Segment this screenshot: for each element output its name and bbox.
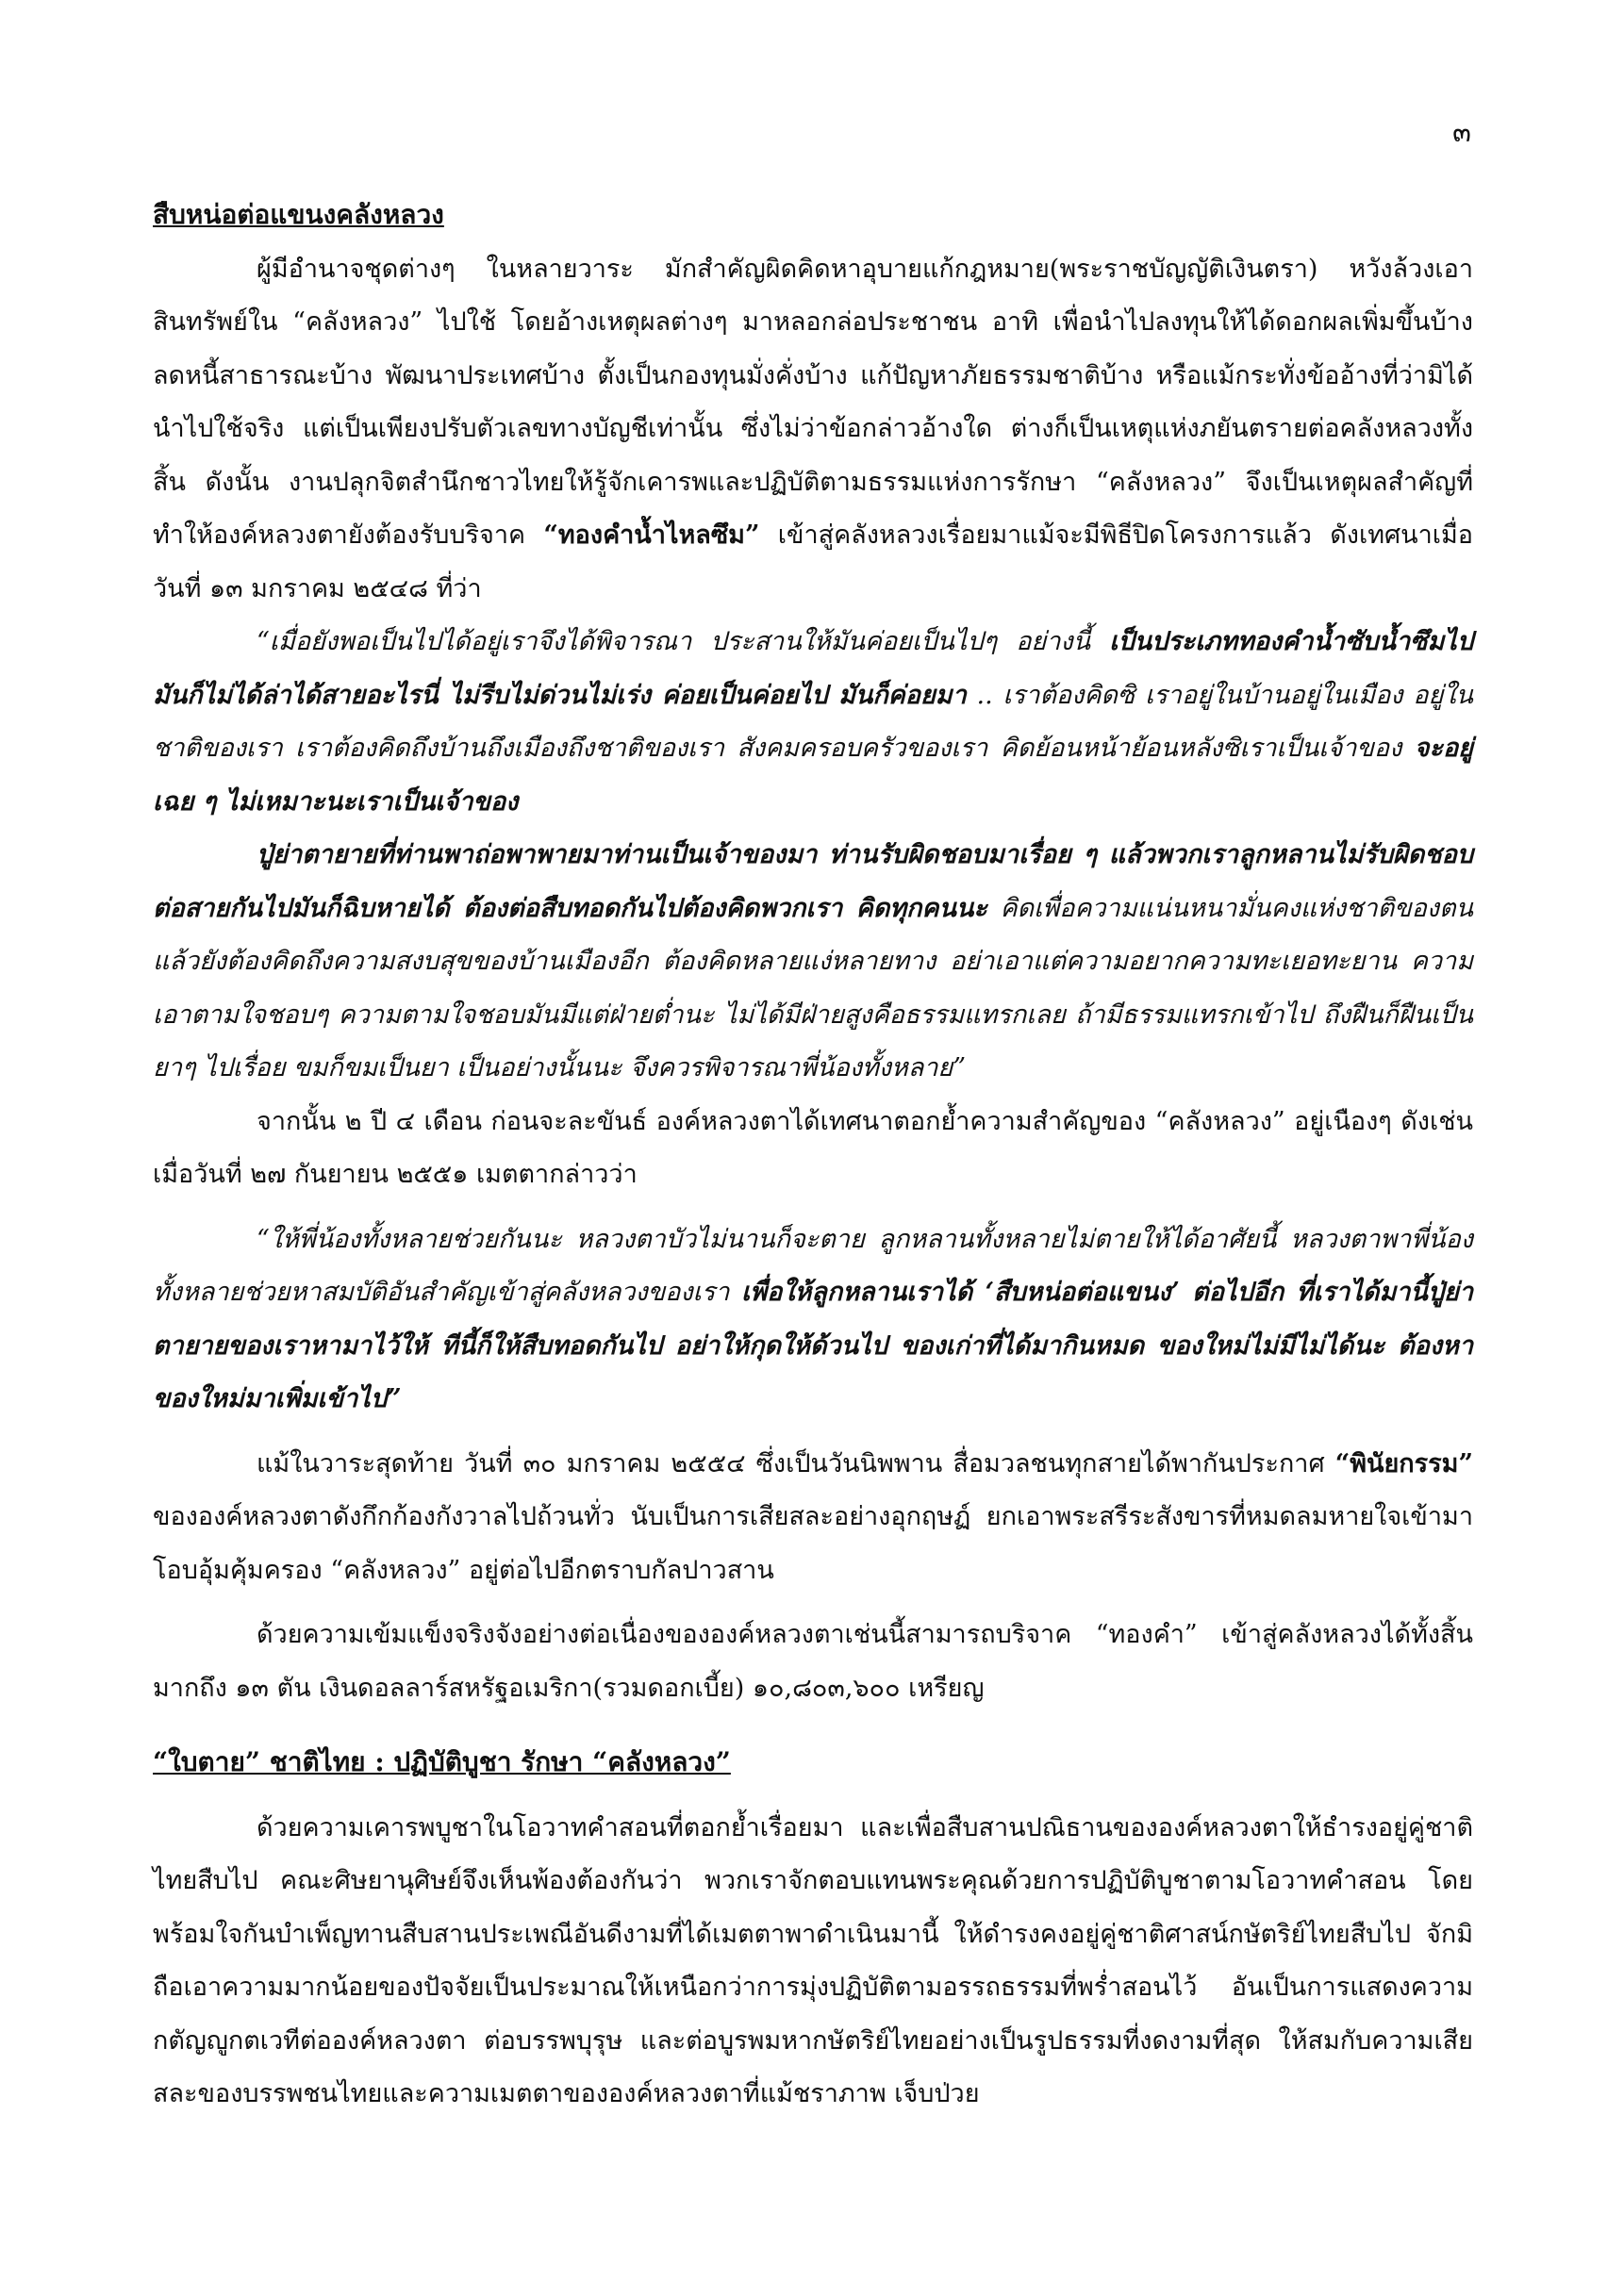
paragraph-3 xyxy=(153,1438,1473,1598)
quote-emphasis: จะอยู่เฉย ๆ ไม่เหมาะนะเราเป็นเจ้าของ xyxy=(153,734,1473,817)
paragraph-text: เข้าสู่คลังหลวงเรื่อยมาแม้จะมีพิธีปิดโครงการแล้ว ดังเทศนาเมื่อวันที่ ๑๓ มกราคม ๒๕๔๘ ที่ว่า xyxy=(153,520,1473,603)
document-body xyxy=(153,189,1473,2122)
paragraph-text: แม้ในวาระสุดท้าย วันที่ ๓๐ มกราคม ๒๕๕๔ ซึ่งเป็นวันนิพพาน สื่อมวลชนทุกสายได้พากันประกาศ xyxy=(257,1448,1335,1478)
quote-1 xyxy=(153,616,1473,829)
quote-3 xyxy=(153,1214,1473,1427)
quote-text: .. เราต้องคิดซิ เราอยู่ในบ้านอยู่ในเมือง อยู่ในชาติของเรา เราต้องคิดถึงบ้านถึงเมืองถึงชาติของเรา สังคมครอบครัวของเรา คิดย้อนหน้าย้อนหลังซิเราเป็นเจ้าของ xyxy=(153,680,1473,763)
section-heading-1: สืบหน่อต่อแขนงคลังหลวง xyxy=(153,199,444,230)
quote-text: “เมื่อยังพอเป็นไปได้อยู่เราจึงได้พิจารณา ประสานให้มันค่อยเป็นไปๆ อย่างนี้ xyxy=(257,627,1110,656)
section-heading-2: “ใบตาย” ชาติไทย : ปฏิบัติบูชา รักษา “คลังหลวง” xyxy=(153,1746,731,1777)
page-number: ๓ xyxy=(1452,116,1471,148)
quote-emphasis: เป็นประเภททองคำน้ำซับน้ำซึมไป มันก็ไม่ได้ล่าได้สายอะไรนี่ ไม่รีบไม่ด่วนไม่เร่ง ค่อยเป็นค่อยไป มันก็ค่อยมา xyxy=(153,627,1473,710)
paragraph-text: ขององค์หลวงตาดังกึกก้องกังวาลไปถ้วนทั่ว นับเป็นการเสียสละอย่างอุกฤษฏ์ ยกเอาพระสรีระสังขารที่หมดลมหายใจเข้ามาโอบอุ้มคุ้มครอง “คลังหลวง” อยู่ต่อไปอีกตราบกัลปาวสาน xyxy=(153,1502,1473,1585)
paragraph-2: จากนั้น ๒ ปี ๔ เดือน ก่อนจะละขันธ์ องค์หลวงตาได้เทศนาตอกย้ำความสำคัญของ “คลังหลวง” อยู่เนืองๆ ดังเช่นเมื่อวันที่ ๒๗ กันยายน ๒๕๕๑ เมตตากล่าวว่า xyxy=(153,1106,1473,1189)
quote-emphasis: ปู่ย่าตายายที่ท่านพาถ่อพาพายมาท่านเป็นเจ้าของมา ท่านรับผิดชอบมาเรื่อย ๆ แล้วพวกเราลูกหลานไม่รับผิดชอบต่อสายกันไปมันก็ฉิบหายได้ ต้องต่อสืบทอดกันไปต้องคิดพวกเรา คิดทุกคนนะ xyxy=(153,840,1473,923)
paragraph-text: ผู้มีอำนาจชุดต่างๆ ในหลายวาระ มักสำคัญผิดคิดหาอุบายแก้กฎหมาย(พระราชบัญญัติเงินตรา) หวังล้วงเอาสินทรัพย์ใน “คลังหลวง” ไปใช้ โดยอ้างเหตุผลต่างๆ มาหลอกล่อประชาชน อาทิ เพื่อนำไปลงทุนให้ได้ดอกผลเพิ่มขึ้นบ้าง ลดหนี้สาธารณะบ้าง พัฒนาประเทศบ้าง ตั้งเป็นกองทุนมั่งคั่งบ้าง แก้ปัญหาภัยธรรมชาติบ้าง หรือแม้กระทั่งข้ออ้างที่ว่ามิได้นำไปใช้จริง แต่เป็นเพียงปรับตัวเลขทางบัญชีเท่านั้น ซึ่งไม่ว่าข้อกล่าวอ้างใด ต่างก็เป็นเหตุแห่งภยันตรายต่อคลังหลวงทั้งสิ้น ดังนั้น งานปลุกจิตสำนึกชาวไทยให้รู้จักเคารพและปฏิบัติตามธรรมแห่งการรักษา “คลังหลวง” จึงเป็นเหตุผลสำคัญที่ทำให้องค์หลวงตายังต้องรับบริจาค xyxy=(153,254,1473,550)
emphasis-text: “พินัยกรรม” xyxy=(1334,1448,1473,1478)
quote-2 xyxy=(153,829,1473,1096)
quote-emphasis: เพื่อให้ลูกหลานเราได้ ‘สืบหน่อต่อแขนง’ ต่อไปอีก ที่เราได้มานี้ปู่ย่าตายายของเราหามาไว้ให้ ทีนี้ก็ให้สืบทอดกันไป อย่าให้กุดให้ด้วนไป ของเก่าที่ได้มากินหมด ของใหม่ไม่มีไม่ได้นะ ต้องหาของใหม่มาเพิ่มเข้าไป” xyxy=(153,1278,1473,1413)
emphasis-text: “ทองคำน้ำไหลซึม” xyxy=(543,520,760,550)
paragraph-intro xyxy=(153,243,1473,617)
quote-text: “ให้พี่น้องทั้งหลายช่วยกันนะ หลวงตาบัวไม่นานก็จะตาย ลูกหลานทั้งหลายไม่ตายให้ได้อาศัยนี้ หลวงตาพาพี่น้องทั้งหลายช่วยหาสมบัติอันสำคัญเข้าสู่คลังหลวงของเรา xyxy=(153,1224,1473,1307)
quote-text: คิดเพื่อความแน่นหนามั่นคงแห่งชาติของตน แล้วยังต้องคิดถึงความสงบสุขของบ้านเมืองอีก ต้องคิดหลายแง่หลายทาง อย่าเอาแต่ความอยากความทะเยอทะยาน ความเอาตามใจชอบๆ ความตามใจชอบมันมีแต่ฝ่ายต่ำนะ ไม่ได้มีฝ่ายสูงคือธรรมแทรกเลย ถ้ามีธรรมแทรกเข้าไป ถึงฝืนก็ฝืนเป็นยาๆ ไปเรื่อย ขมก็ขมเป็นยา เป็นอย่างนั้นนะ จึงควรพิจารณาพี่น้องทั้งหลาย” xyxy=(153,893,1473,1082)
paragraph-4: ด้วยความเข้มแข็งจริงจังอย่างต่อเนื่องขององค์หลวงตาเช่นนี้สามารถบริจาค “ทองคำ” เข้าสู่คลังหลวงได้ทั้งสิ้นมากถึง ๑๓ ตัน เงินดอลลาร์สหรัฐอเมริกา(รวมดอกเบี้ย) ๑๐,๘๐๓,๖๐๐ เหรียญ xyxy=(153,1620,1473,1703)
paragraph-5: ด้วยความเคารพบูชาในโอวาทคำสอนที่ตอกย้ำเรื่อยมา และเพื่อสืบสานปณิธานขององค์หลวงตาให้ธำรงอยู่คู่ชาติไทยสืบไป คณะศิษยานุศิษย์จึงเห็นพ้องต้องกันว่า พวกเราจักตอบแทนพระคุณด้วยการปฏิบัติบูชาตามโอวาทคำสอน โดยพร้อมใจกันบำเพ็ญทานสืบสานประเพณีอันดีงามที่ได้เมตตาพาดำเนินมานี้ ให้ดำรงคงอยู่คู่ชาติศาสน์กษัตริย์ไทยสืบไป จักมิถือเอาความมากน้อยของปัจจัยเป็นประมาณให้เหนือกว่าการมุ่งปฏิบัติตามอรรถธรรมที่พร่ำสอนไว้ อันเป็นการแสดงความกตัญญูกตเวทีต่อองค์หลวงตา ต่อบรรพบุรุษ และต่อบูรพมหากษัตริย์ไทยอย่างเป็นรูปธรรมที่งดงามที่สุด ให้สมกับความเสียสละของบรรพชนไทยและความเมตตาขององค์หลวงตาที่แม้ชราภาพ เจ็บป่วย xyxy=(153,1812,1473,2108)
